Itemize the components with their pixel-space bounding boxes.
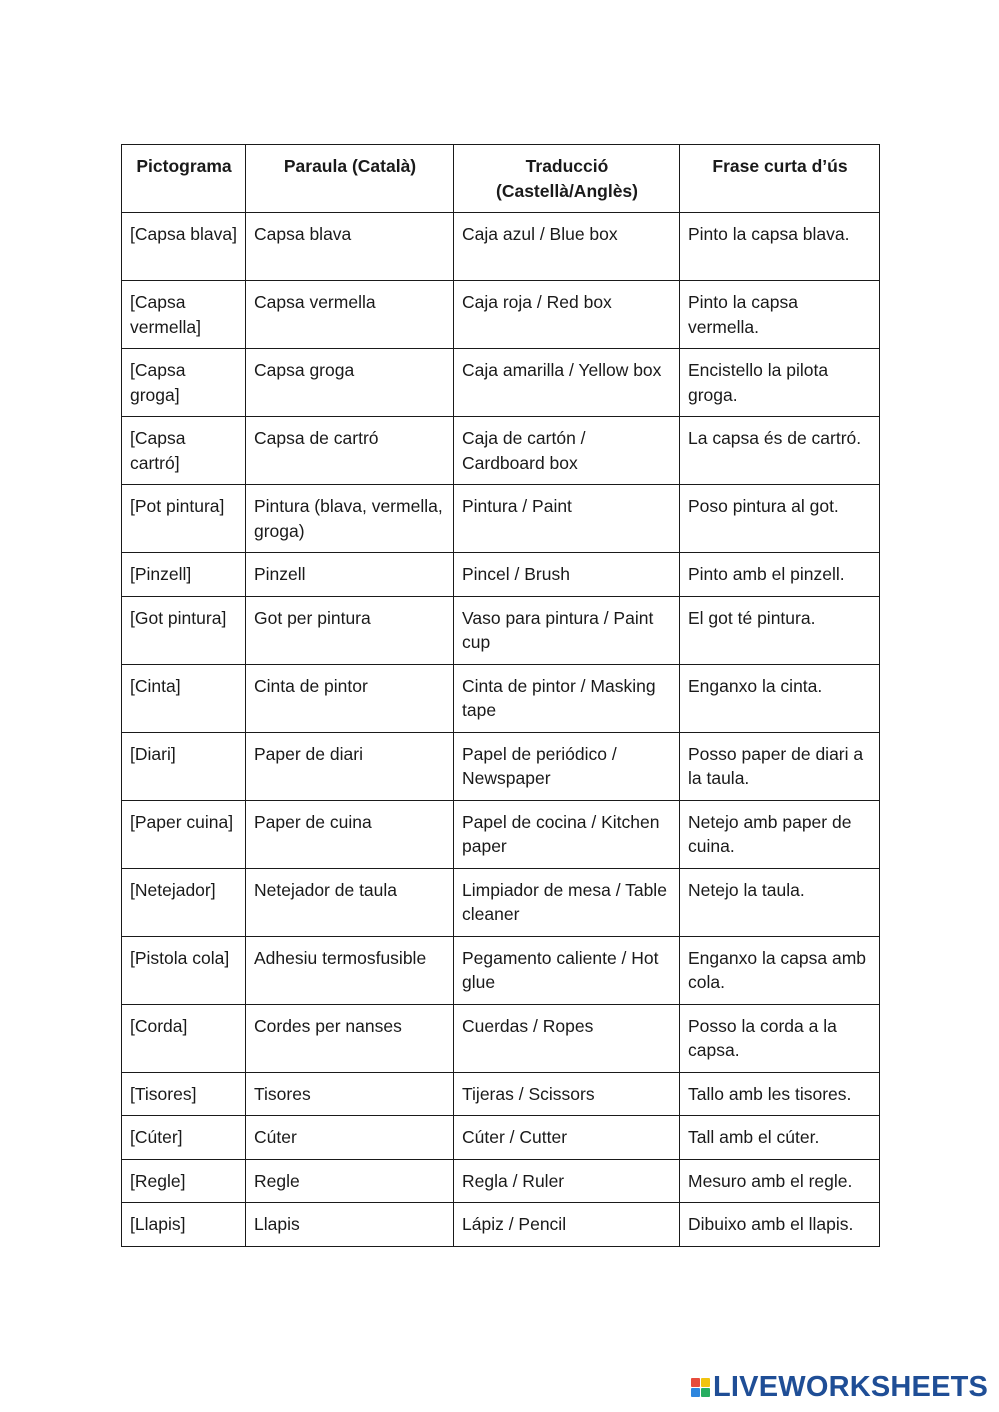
table-row: [122, 485, 880, 553]
cell-sentence: Poso pintura al got.: [680, 485, 880, 553]
cell-word: Capsa vermella: [246, 281, 454, 349]
logo-block-green: [701, 1388, 710, 1397]
cell-translation: Papel de periódico / Newspaper: [454, 732, 680, 800]
table-row: [122, 664, 880, 732]
cell-word: Adhesiu termosfusible: [246, 936, 454, 1004]
cell-pictogram: [Capsa vermella]: [122, 281, 246, 349]
header-pictogram: Pictograma: [122, 145, 246, 213]
cell-sentence: Pinto la capsa vermella.: [680, 281, 880, 349]
cell-translation: Tijeras / Scissors: [454, 1072, 680, 1116]
cell-word: Cordes per nanses: [246, 1004, 454, 1072]
cell-word: Cinta de pintor: [246, 664, 454, 732]
cell-sentence: Enganxo la capsa amb cola.: [680, 936, 880, 1004]
table-row: [122, 1072, 880, 1116]
cell-translation: Vaso para pintura / Paint cup: [454, 596, 680, 664]
cell-sentence: La capsa és de cartró.: [680, 417, 880, 485]
cell-pictogram: [Capsa cartró]: [122, 417, 246, 485]
logo-block-yellow: [701, 1378, 710, 1387]
table-row: [122, 213, 880, 281]
vocabulary-table: [121, 144, 880, 1247]
table-row: [122, 553, 880, 597]
cell-translation: Pegamento caliente / Hot glue: [454, 936, 680, 1004]
cell-word: Got per pintura: [246, 596, 454, 664]
cell-sentence: El got té pintura.: [680, 596, 880, 664]
table-row: [122, 732, 880, 800]
cell-word: Llapis: [246, 1203, 454, 1247]
vocabulary-sheet: [121, 144, 879, 1247]
cell-translation: Pintura / Paint: [454, 485, 680, 553]
cell-sentence: Dibuixo amb el llapis.: [680, 1203, 880, 1247]
liveworksheets-logo[interactable]: [691, 1372, 988, 1402]
table-row: [122, 281, 880, 349]
table-row: [122, 936, 880, 1004]
cell-pictogram: [Pinzell]: [122, 553, 246, 597]
cell-translation: Pincel / Brush: [454, 553, 680, 597]
table-row: [122, 1159, 880, 1203]
logo-blocks-icon: [691, 1378, 710, 1397]
cell-translation: Caja roja / Red box: [454, 281, 680, 349]
cell-pictogram: [Paper cuina]: [122, 800, 246, 868]
table-row: [122, 417, 880, 485]
header-translation-line1: Traducció: [525, 156, 609, 176]
cell-sentence: Netejo la taula.: [680, 868, 880, 936]
cell-sentence: Pinto la capsa blava.: [680, 213, 880, 281]
cell-translation: Cuerdas / Ropes: [454, 1004, 680, 1072]
cell-translation: Lápiz / Pencil: [454, 1203, 680, 1247]
cell-pictogram: [Netejador]: [122, 868, 246, 936]
cell-translation: Cúter / Cutter: [454, 1116, 680, 1160]
cell-pictogram: [Pot pintura]: [122, 485, 246, 553]
cell-sentence: Tallo amb les tisores.: [680, 1072, 880, 1116]
cell-pictogram: [Capsa groga]: [122, 349, 246, 417]
cell-sentence: Posso paper de diari a la taula.: [680, 732, 880, 800]
cell-word: Pinzell: [246, 553, 454, 597]
cell-pictogram: [Llapis]: [122, 1203, 246, 1247]
table-row: [122, 1203, 880, 1247]
cell-word: Netejador de taula: [246, 868, 454, 936]
cell-sentence: Mesuro amb el regle.: [680, 1159, 880, 1203]
cell-pictogram: [Tisores]: [122, 1072, 246, 1116]
cell-pictogram: [Regle]: [122, 1159, 246, 1203]
cell-pictogram: [Diari]: [122, 732, 246, 800]
cell-sentence: Encistello la pilota groga.: [680, 349, 880, 417]
cell-word: Capsa groga: [246, 349, 454, 417]
cell-word: Capsa blava: [246, 213, 454, 281]
cell-word: Pintura (blava, vermella, groga): [246, 485, 454, 553]
header-word: Paraula (Català): [246, 145, 454, 213]
cell-pictogram: [Got pintura]: [122, 596, 246, 664]
table-row: [122, 596, 880, 664]
table-row: [122, 800, 880, 868]
logo-block-blue: [691, 1388, 700, 1397]
header-translation: [454, 145, 680, 213]
table-row: [122, 1004, 880, 1072]
cell-translation: Caja azul / Blue box: [454, 213, 680, 281]
table-row: [122, 868, 880, 936]
cell-translation: Caja de cartón / Cardboard box: [454, 417, 680, 485]
header-translation-line2: (Castellà/Anglès): [496, 180, 638, 201]
cell-sentence: Pinto amb el pinzell.: [680, 553, 880, 597]
cell-pictogram: [Cúter]: [122, 1116, 246, 1160]
cell-word: Paper de cuina: [246, 800, 454, 868]
cell-word: Tisores: [246, 1072, 454, 1116]
cell-translation: Caja amarilla / Yellow box: [454, 349, 680, 417]
logo-text: LIVEWORKSHEETS: [713, 1371, 989, 1403]
cell-translation: Limpiador de mesa / Table cleaner: [454, 868, 680, 936]
cell-sentence: Enganxo la cinta.: [680, 664, 880, 732]
cell-word: Cúter: [246, 1116, 454, 1160]
table-row: [122, 349, 880, 417]
cell-sentence: Posso la corda a la capsa.: [680, 1004, 880, 1072]
cell-pictogram: [Capsa blava]: [122, 213, 246, 281]
cell-word: Capsa de cartró: [246, 417, 454, 485]
cell-pictogram: [Cinta]: [122, 664, 246, 732]
table-row: [122, 1116, 880, 1160]
cell-translation: Cinta de pintor / Masking tape: [454, 664, 680, 732]
cell-word: Regle: [246, 1159, 454, 1203]
header-sentence: Frase curta d’ús: [680, 145, 880, 213]
cell-pictogram: [Pistola cola]: [122, 936, 246, 1004]
table-header-row: [122, 145, 880, 213]
cell-sentence: Netejo amb paper de cuina.: [680, 800, 880, 868]
cell-sentence: Tall amb el cúter.: [680, 1116, 880, 1160]
logo-block-red: [691, 1378, 700, 1387]
cell-translation: Regla / Ruler: [454, 1159, 680, 1203]
cell-word: Paper de diari: [246, 732, 454, 800]
cell-translation: Papel de cocina / Kitchen paper: [454, 800, 680, 868]
cell-pictogram: [Corda]: [122, 1004, 246, 1072]
